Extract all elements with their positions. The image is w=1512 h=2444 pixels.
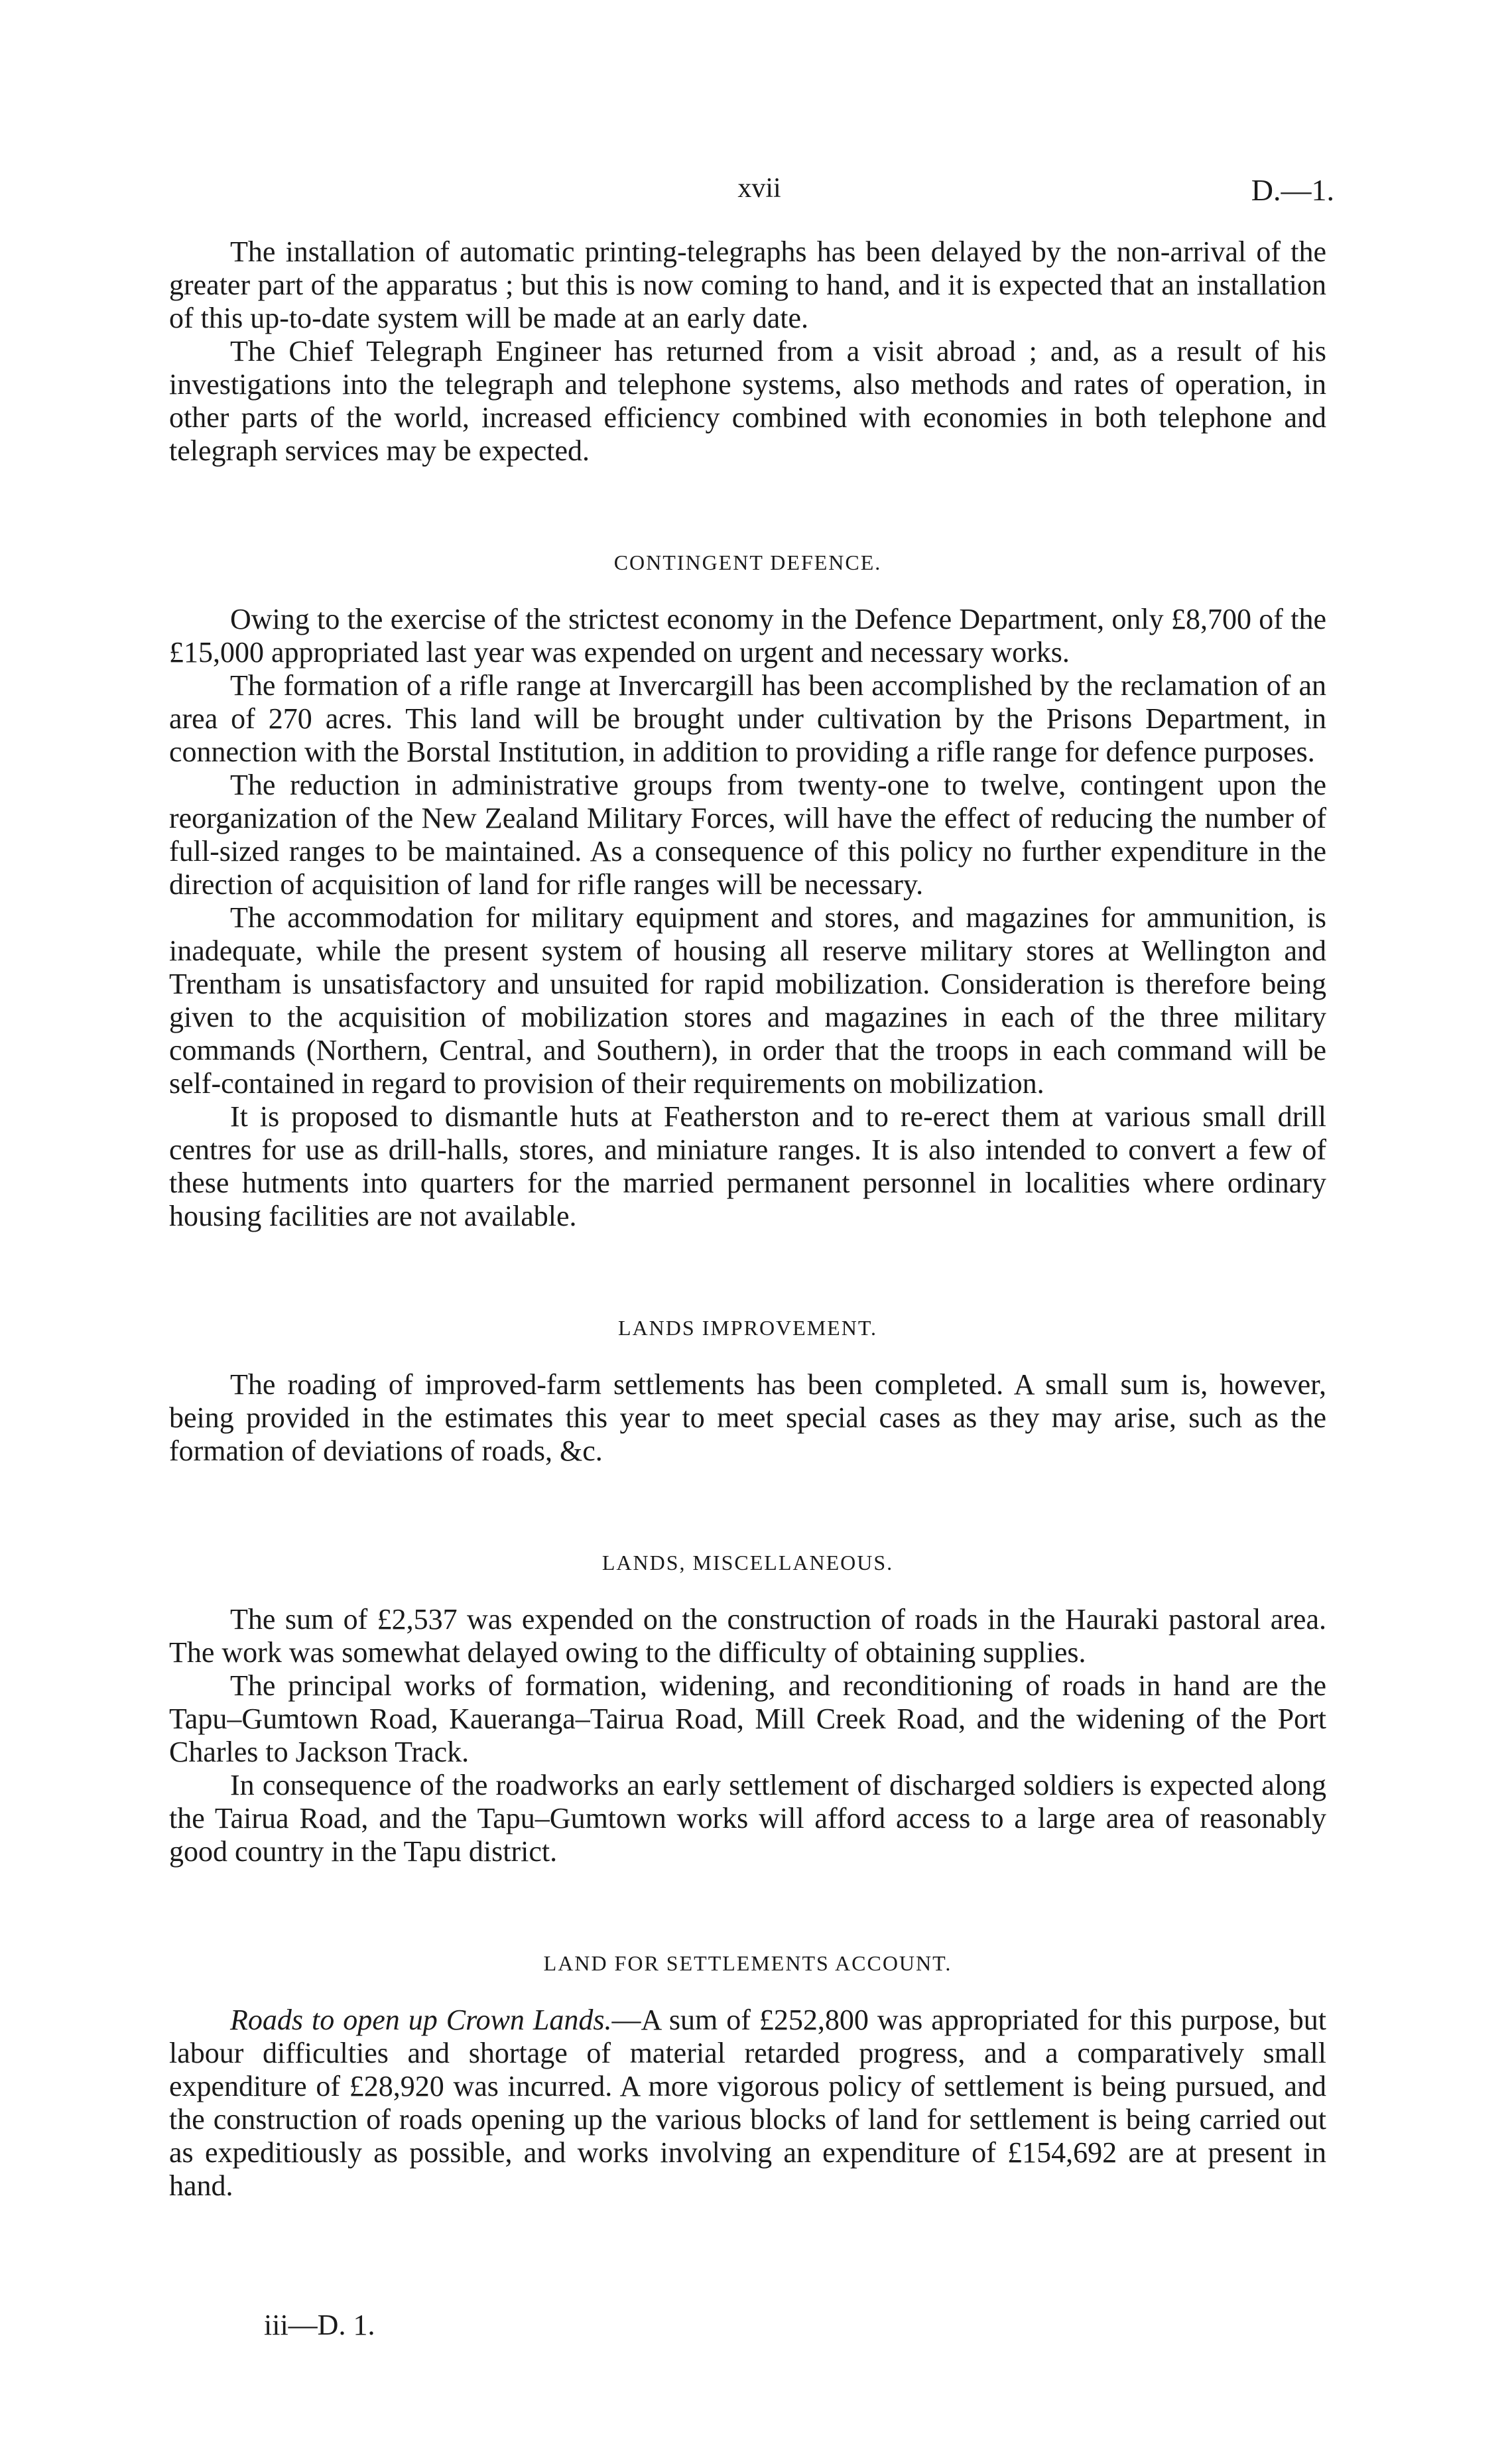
page-footer-signature: iii—D. 1. — [264, 2309, 375, 2341]
heading-lands-miscellaneous: LANDS, MISCELLANEOUS. — [601, 1551, 894, 1575]
heading-contingent-defence: CONTINGENT DEFENCE. — [613, 550, 882, 574]
paragraph-principal-works: The principal works of formation, widening, and reconditioning of roads in hand are the Tapu–Gumtown Road, Kaueranga–Tairua Road, Mill Creek Road, and the widening of the Port Charles to Jackson Track. — [169, 1669, 1326, 1768]
italic-lead-crown-lands: Roads to open up Crown Lands. — [230, 2004, 612, 2036]
crown-lands-text: —A sum of £252,800 was appropriated for this purpose, but labour difficulties and shortage of material retarded progress, and a comparatively small expenditure of £28,920 was incurred. A more vigorous policy of settlement is being pursued, and the construction of roads opening up the various blocks of land for settlement is being carried out as expeditiously as possible, and works involving an expenditure of £154,692 are at present in hand. — [169, 2004, 1326, 2202]
paragraph-defence-economy: Owing to the exercise of the strictest economy in the Defence Department, only £8,700 of the £15,000 appropriated last year was expended on urgent and necessary works. — [169, 603, 1326, 669]
heading-lands-improvement: LANDS IMPROVEMENT. — [618, 1316, 877, 1340]
document-reference: D.—1. — [1251, 173, 1334, 207]
paragraph-rifle-range-invercargill: The formation of a rifle range at Invercargill has been accomplished by the reclamation of an area of 270 acres. This land will be brought under cultivation by the Prisons Department, in connection with the Borstal Institution, in addition to providing a rifle range for defence purposes. — [169, 669, 1326, 768]
paragraph-soldier-settlement: In consequence of the roadworks an early settlement of discharged soldiers is expected along the Tairua Road, and the Tapu–Gumtown works will afford access to a large area of reasonably good country in the Tapu district. — [169, 1769, 1326, 1868]
paragraph-crown-lands-roads — [169, 2004, 1326, 2203]
page-number: xvii — [737, 173, 781, 204]
page-header — [0, 172, 1512, 212]
paragraph-improved-farm-roading: The roading of improved-farm settlements has been completed. A small sum is, however, being provided in the estimates this year to meet special cases as they may arise, such as the formation of deviations of roads, &c. — [169, 1368, 1326, 1467]
paragraph-hauraki-roads: The sum of £2,537 was expended on the construction of roads in the Hauraki pastoral area. The work was somewhat delayed owing to the difficulty of obtaining supplies. — [169, 1603, 1326, 1669]
heading-land-for-settlements: LAND FOR SETTLEMENTS ACCOUNT. — [543, 1951, 952, 1975]
paragraph-featherston-huts: It is proposed to dismantle huts at Featherston and to re-erect them at various small drill centres for use as drill-halls, stores, and miniature ranges. It is also intended to convert a few of these hutments into quarters for the married permanent personnel in localities where ordinary housing facilities are not available. — [169, 1100, 1326, 1232]
paragraph-telegraph-engineer: The Chief Telegraph Engineer has returned from a visit abroad ; and, as a result of his investigations into the telegraph and telephone systems, also methods and rates of operation, in other parts of the world, increased efficiency combined with economies in both telephone and telegraph services may be expected. — [169, 335, 1326, 467]
paragraph-telegraph-installation: The installation of automatic printing-telegraphs has been delayed by the non-arrival of the greater part of the apparatus ; but this is now coming to hand, and it is expected that an installation of this up-to-date system will be made at an early date. — [169, 235, 1326, 334]
paragraph-administrative-groups: The reduction in administrative groups from twenty-one to twelve, contingent upon the reorganization of the New Zealand Military Forces, will have the effect of reducing the number of full-sized ranges to be maintained. As a consequence of this policy no further expenditure in the direction of acquisition of land for rifle ranges will be necessary. — [169, 769, 1326, 901]
paragraph-military-accommodation: The accommodation for military equipment and stores, and magazines for ammunition, is inadequate, while the present system of housing all reserve military stores at Wellington and Trentham is unsatisfactory and unsuited for rapid mobilization. Consideration is therefore being given to the acquisition of mobilization stores and magazines in each of the three military commands (Northern, Central, and Southern), in order that the troops in each command will be self-contained in regard to provision of their requirements on mobilization. — [169, 901, 1326, 1100]
body-text — [169, 235, 1326, 2203]
